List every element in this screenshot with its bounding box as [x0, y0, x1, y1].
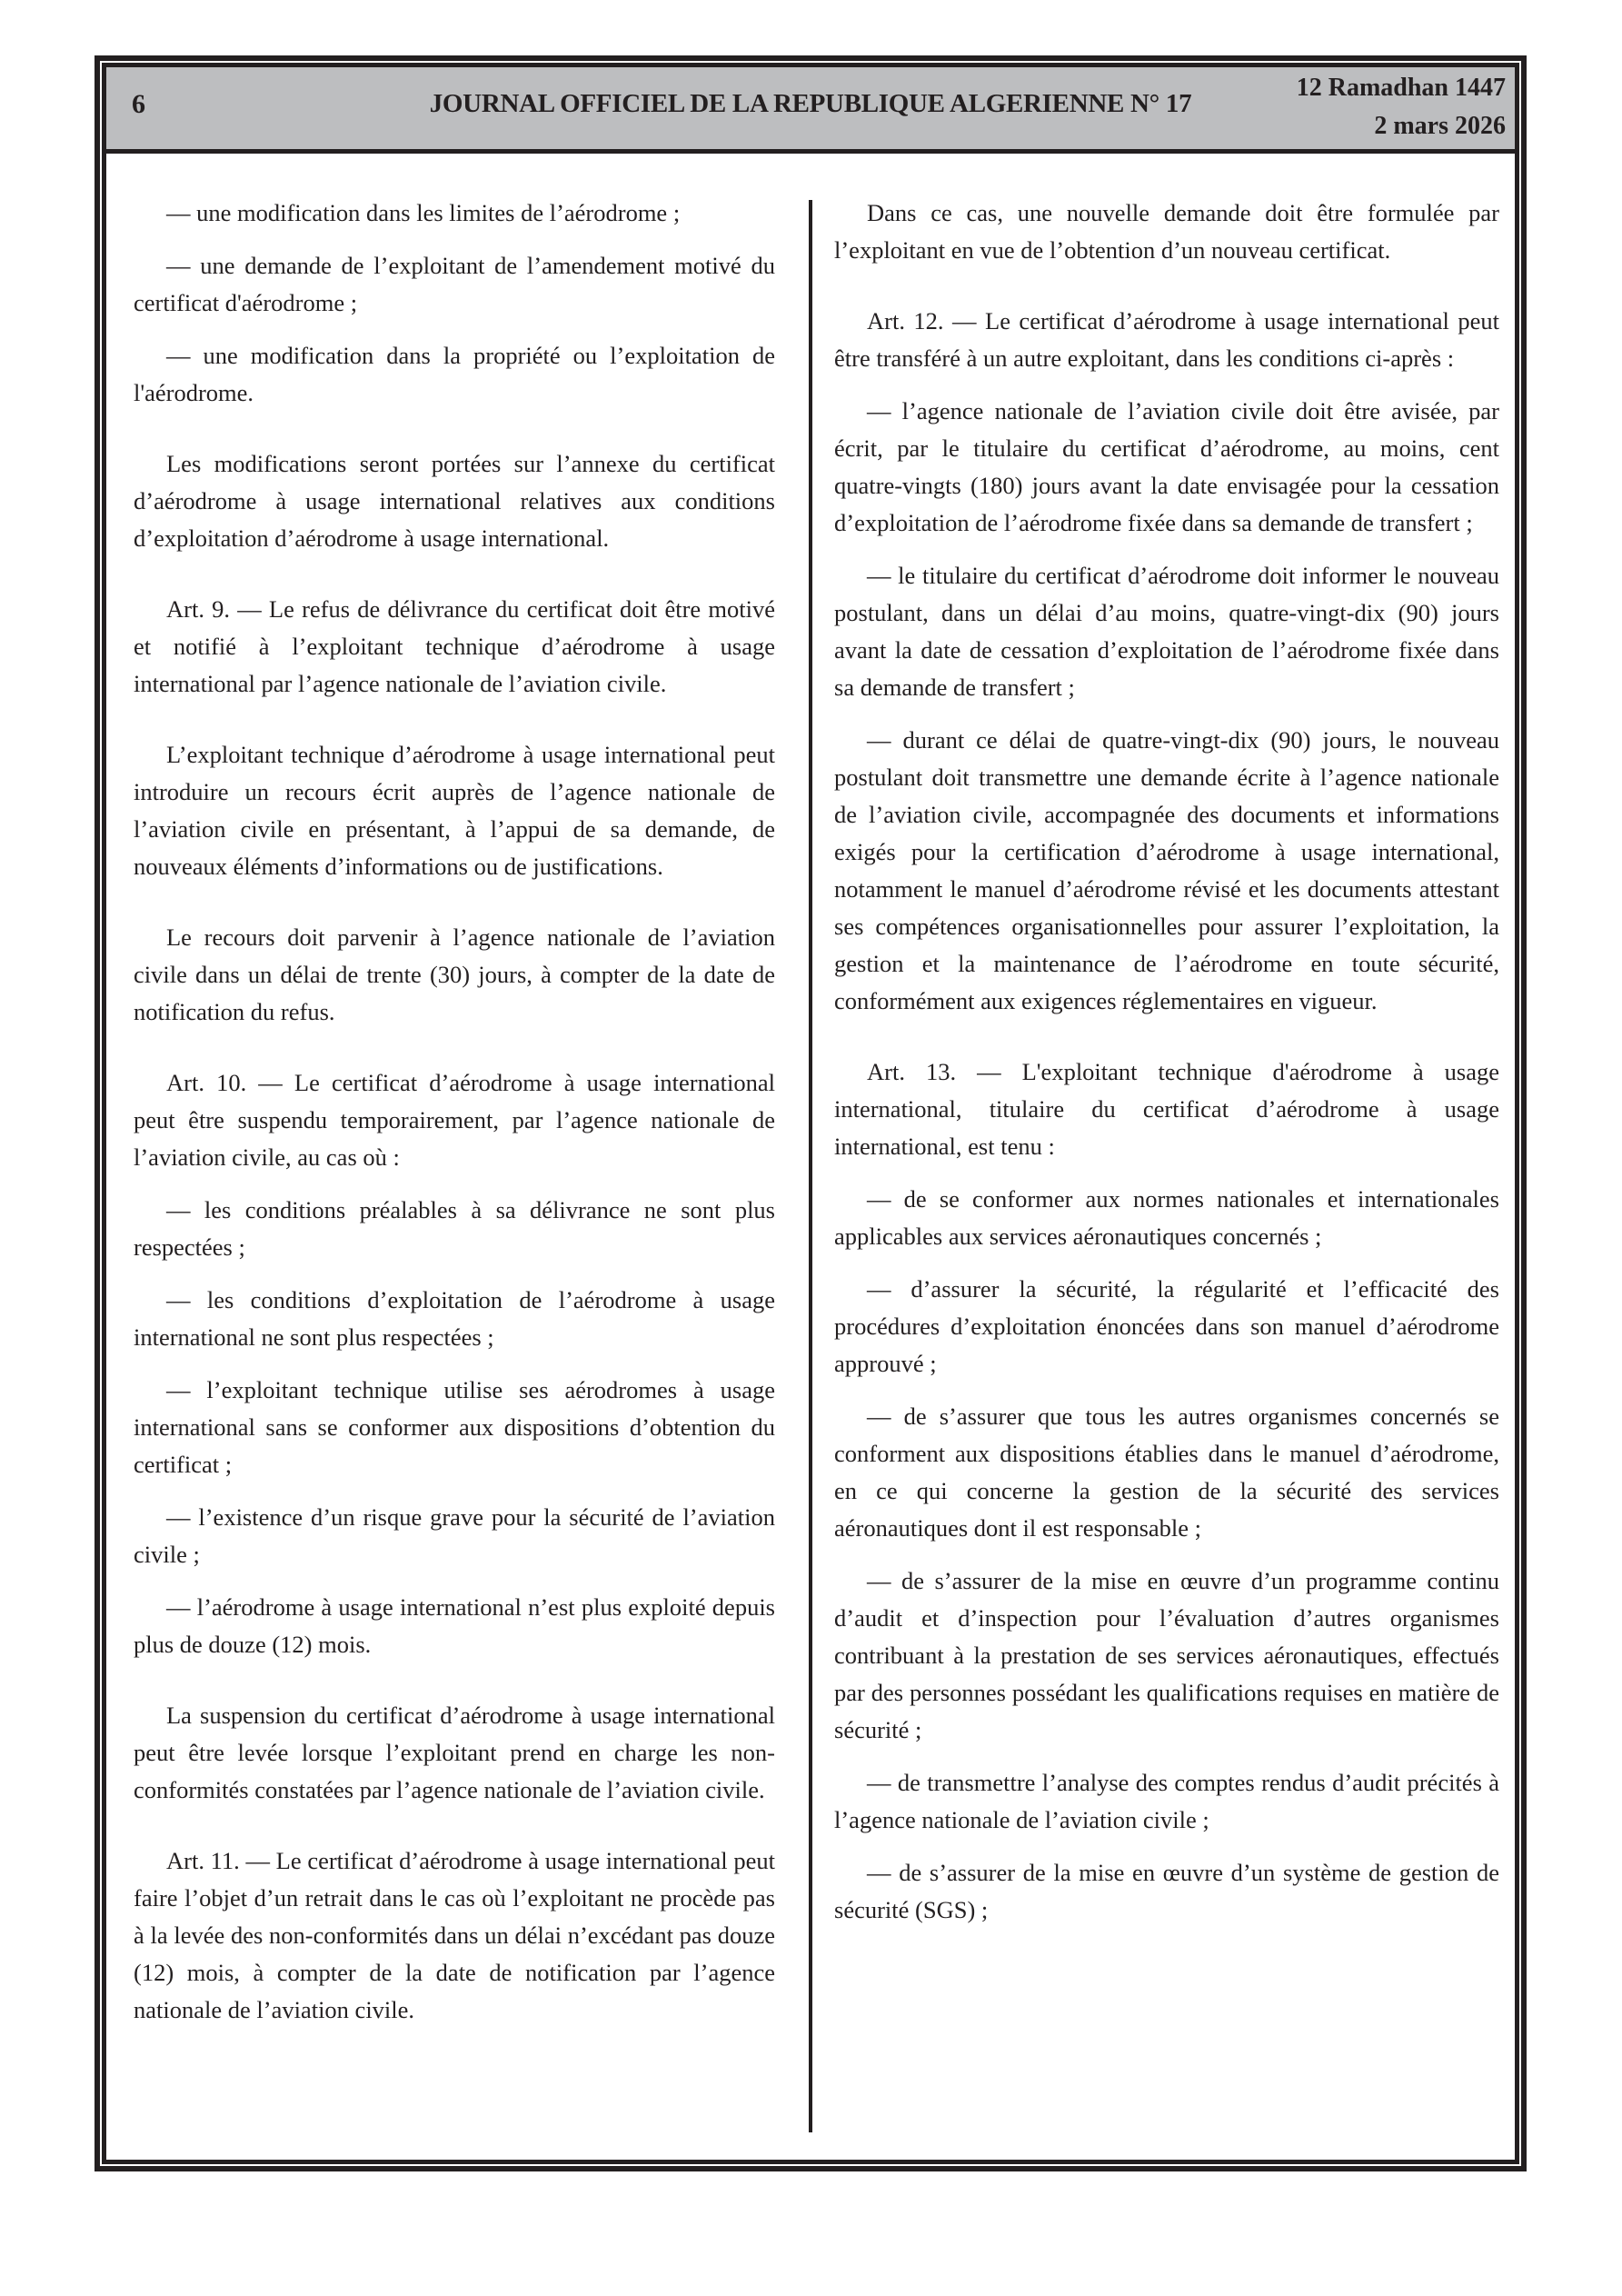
- paragraph: Art. 11. — Le certificat d’aérodrome à usage international peut faire l’objet d’un retrait dans le cas où l’exploitant ne procède pas à la levée des non-conformités dans un délai n’excédant pas douze (12) mois, à compter de la date de notification par l’agence nationale de l’aviation civile.: [134, 1847, 775, 2023]
- paragraph: La suspension du certificat d’aérodrome à usage international peut être levée lorsque l’exploitant prend en charge les non-conformités constatées par l’agence nationale de l’aviation civile.: [134, 1702, 775, 1803]
- paragraph: — les conditions préalables à sa délivrance ne sont plus respectées ;: [134, 1196, 775, 1261]
- paragraph: Le recours doit parvenir à l’agence nationale de l’aviation civile dans un délai de trente (30) jours, à compter de la date de notification du refus.: [134, 923, 775, 1025]
- left-column: [134, 195, 775, 2029]
- issue-date: [1297, 69, 1506, 145]
- paragraph: — de s’assurer de la mise en œuvre d’un programme continu d’audit et d’inspection pour l’évaluation d’autres organismes contribuant à la prestation de ses services aéronautiques, effectués par des personnes possédant les qualifications requises en matière de sécurité ;: [834, 1567, 1499, 1743]
- paragraph: — durant ce délai de quatre-vingt-dix (90) jours, le nouveau postulant doit transmettre une demande écrite à l’agence nationale de l’aviation civile, accompagnée des documents et informations exigés pour la certification d’aérodrome à usage international, notamment le manuel d’aérodrome révisé et les documents attestant ses compétences organisationnelles pour assurer l’exploitation, la gestion et la maintenance de l’aérodrome en toute sécurité, conformément aux exigences réglementaires en vigueur.: [834, 726, 1499, 1014]
- right-column: [834, 195, 1499, 1929]
- paragraph: — le titulaire du certificat d’aérodrome doit informer le nouveau postulant, dans un délai d’au moins, quatre-vingt-dix (90) jours avant la date de cessation d’exploitation de l’aérodrome fixée dans sa demande de transfert ;: [834, 562, 1499, 701]
- paragraph: — de s’assurer que tous les autres organismes concernés se conforment aux dispositions établies dans le manuel d’aérodrome, en ce qui concerne la gestion de la sécurité des services aéronautiques dont il est responsable ;: [834, 1403, 1499, 1542]
- paragraph: Les modifications seront portées sur l’annexe du certificat d’aérodrome à usage international relatives aux conditions d’exploitation d’aérodrome à usage international.: [134, 450, 775, 552]
- page-number: 6: [132, 89, 145, 119]
- paragraph: — de transmettre l’analyse des comptes rendus d’audit précités à l’agence nationale de l’aviation civile ;: [834, 1769, 1499, 1833]
- paragraph: — de se conformer aux normes nationales et internationales applicables aux services aéronautiques concernés ;: [834, 1185, 1499, 1250]
- hijri-date: 12 Ramadhan 1447: [1296, 74, 1506, 102]
- paragraph: Art. 9. — Le refus de délivrance du certificat doit être motivé et notifié à l’exploitant technique d’aérodrome à usage international par l’agence nationale de l’aviation civile.: [134, 595, 775, 697]
- column-divider: [809, 200, 812, 2132]
- paragraph: — une modification dans la propriété ou l’exploitation de l'aérodrome.: [134, 342, 775, 406]
- paragraph: — les conditions d’exploitation de l’aérodrome à usage international ne sont plus respectées ;: [134, 1286, 775, 1351]
- paragraph: — l’agence nationale de l’aviation civile doit être avisée, par écrit, par le titulaire du certificat d’aérodrome, au moins, cent quatre-vingts (180) jours avant la date envisagée pour la cessation d’exploitation de l’aérodrome fixée dans sa demande de transfert ;: [834, 397, 1499, 536]
- paragraph: — l’aérodrome à usage international n’est plus exploité depuis plus de douze (12) mois.: [134, 1593, 775, 1658]
- paragraph: — l’exploitant technique utilise ses aérodromes à usage international sans se conformer aux dispositions d’obtention du certificat ;: [134, 1376, 775, 1478]
- journal-header: [106, 67, 1515, 154]
- gregorian-date: 2 mars 2026: [1374, 112, 1506, 140]
- paragraph: Art. 10. — Le certificat d’aérodrome à usage international peut être suspendu temporairement, par l’agence nationale de l’aviation civile, au cas où :: [134, 1069, 775, 1171]
- paragraph: — l’existence d’un risque grave pour la sécurité de l’aviation civile ;: [134, 1503, 775, 1568]
- paragraph: — une modification dans les limites de l’aérodrome ;: [166, 199, 681, 226]
- paragraph: — d’assurer la sécurité, la régularité et l’efficacité des procédures d’exploitation énoncées dans son manuel d’aérodrome approuvé ;: [834, 1275, 1499, 1377]
- paragraph: L’exploitant technique d’aérodrome à usage international peut introduire un recours écrit auprès de l’agence nationale de l’aviation civile en présentant, à l’appui de sa demande, de nouveaux éléments d’informations ou de justifications.: [134, 741, 775, 880]
- paragraph: Art. 13. — L'exploitant technique d'aérodrome à usage international, titulaire du certificat d’aérodrome à usage international, est tenu :: [834, 1058, 1499, 1160]
- paragraph: Dans ce cas, une nouvelle demande doit être formulée par l’exploitant en vue de l’obtention d’un nouveau certificat.: [834, 199, 1499, 264]
- paragraph: — de s’assurer de la mise en œuvre d’un système de gestion de sécurité (SGS) ;: [834, 1859, 1499, 1923]
- paragraph: — une demande de l’exploitant de l’amendement motivé du certificat d'aérodrome ;: [134, 252, 775, 316]
- journal-title: JOURNAL OFFICIEL DE LA REPUBLIQUE ALGERIENNE N° 17: [429, 89, 1192, 118]
- paragraph: Art. 12. — Le certificat d’aérodrome à usage international peut être transféré à un autre exploitant, dans les conditions ci-après :: [834, 307, 1499, 372]
